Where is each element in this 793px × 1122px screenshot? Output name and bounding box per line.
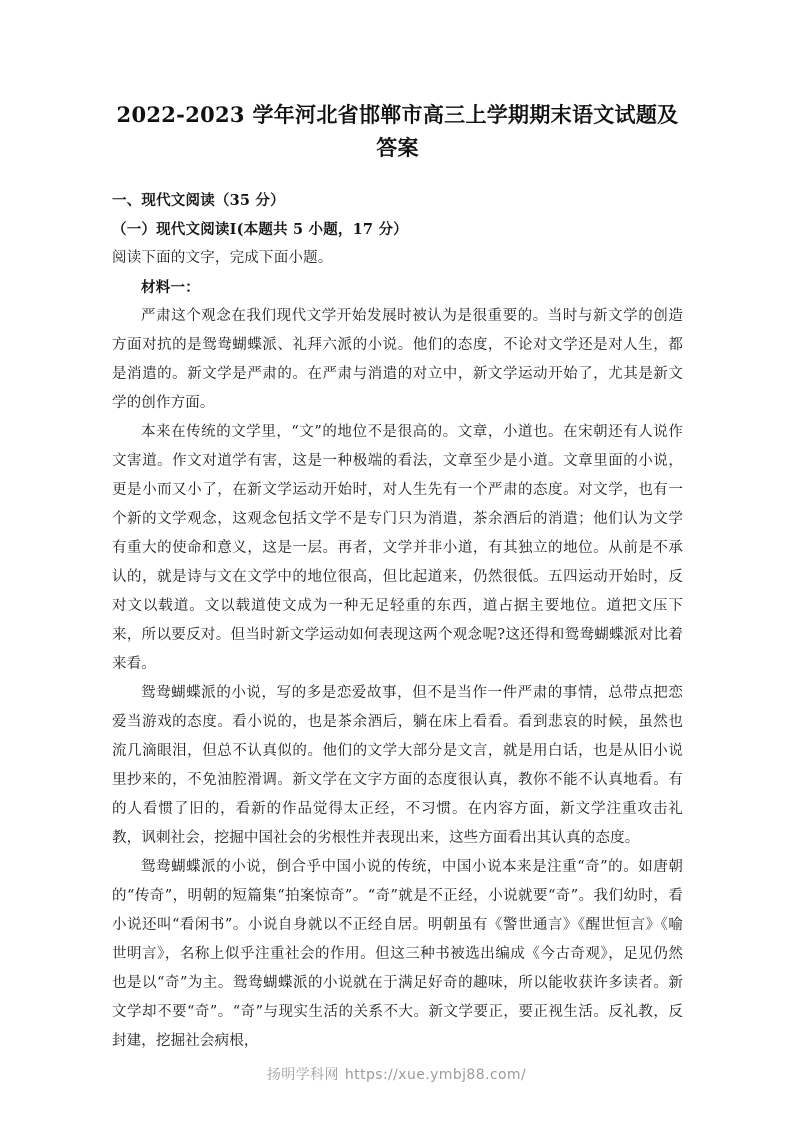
document-body	[112, 0, 683, 1056]
subsection-heading-modern-reading-1: （一）现代文阅读Ⅰ(本题共 5 小题，17 分）	[112, 221, 408, 238]
instruction-line: 阅读下面的文字，完成下面小题。	[112, 250, 333, 266]
footer-watermark	[0, 1064, 793, 1084]
body-paragraph: 严肃这个观念在我们现代文学开始发展时被认为是很重要的。当时与新文学的创造方面对抗的是鸳鸯蝴蝶派、礼拜六派的小说。他们的态度，不论对文学还是对人生，都是消遣的。新文学是严肃的。在严肃与消遣的对立中，新文学运动开始了，尤其是新文学的创作方面。	[112, 308, 683, 411]
body-paragraph: 鸳鸯蝴蝶派的小说，写的多是恋爱故事，但不是当作一件严肃的事情，总带点把恋爱当游戏的态度。看小说的，也是茶余酒后，躺在床上看看。看到悲哀的时候，虽然也流几滴眼泪，但总不认真似的。他们的文学大部分是文言，就是用白话，也是从旧小说里抄来的，不免油腔滑调。新文学在文字方面的态度很认真，教你不能不认真地看。有的人看惯了旧的，看新的作品觉得太正经，不习惯。在内容方面，新文学注重攻击礼教，讽刺社会，挖掘中国社会的劣根性并表现出来，这些方面看出其认真的态度。	[112, 685, 683, 846]
watermark-url: https://xue.ymbj88.com/	[344, 1067, 527, 1083]
body-paragraph: 鸳鸯蝴蝶派的小说，倒合乎中国小说的传统，中国小说本来是注重“奇”的。如唐朝的“传奇”，明朝的短篇集“拍案惊奇”。“奇”就是不正经，小说就要“奇”。我们幼时，看小说还叫“看闲书”。小说自身就以不正经自居。明朝虽有《警世通言》《醒世恒言》《喻世明言》，名称上似乎注重社会的作用。但这三种书被选出编成《今古奇观》，足见仍然也是以“奇”为主。鸳鸯蝴蝶派的小说就在于满足好奇的趣味，所以能收获许多读者。新文学却不要“奇”。“奇”与现实生活的关系不大。新文学要正，要正视生活。反礼教，反封建，挖掘社会病根，	[112, 859, 683, 1049]
watermark-site-name: 扬明学科网	[266, 1067, 339, 1083]
page-title: 2022-2023 学年河北省邯郸市高三上学期期末语文试题及答案	[116, 102, 679, 160]
body-paragraph: 本来在传统的文学里，“文”的地位不是很高的。文章，小道也。在宋朝还有人说作文害道。作文对道学有害，这是一种极端的看法，文章至少是小道。文章里面的小说，更是小而又小了，在新文学运动开始时，对人生先有一个严肃的态度。对文学，也有一个新的文学观念，这观念包括文学不是专门只为消遣，茶余酒后的消遣；他们认为文学有重大的使命和意义，这是一层。再者，文学并非小道，有其独立的地位。从前是不承认的，就是诗与文在文学中的地位很高，但比起道来，仍然很低。五四运动开始时，反对文以载道。文以载道使文成为一种无足轻重的东西，道占据主要地位。道把文压下来，所以要反对。但当时新文学运动如何表现这两个观念呢?这还得和鸳鸯蝴蝶派对比着来看。	[112, 424, 683, 672]
section-heading-modern-reading: 一、现代文阅读（35 分）	[112, 192, 285, 209]
material-label: 材料一：	[141, 279, 200, 296]
